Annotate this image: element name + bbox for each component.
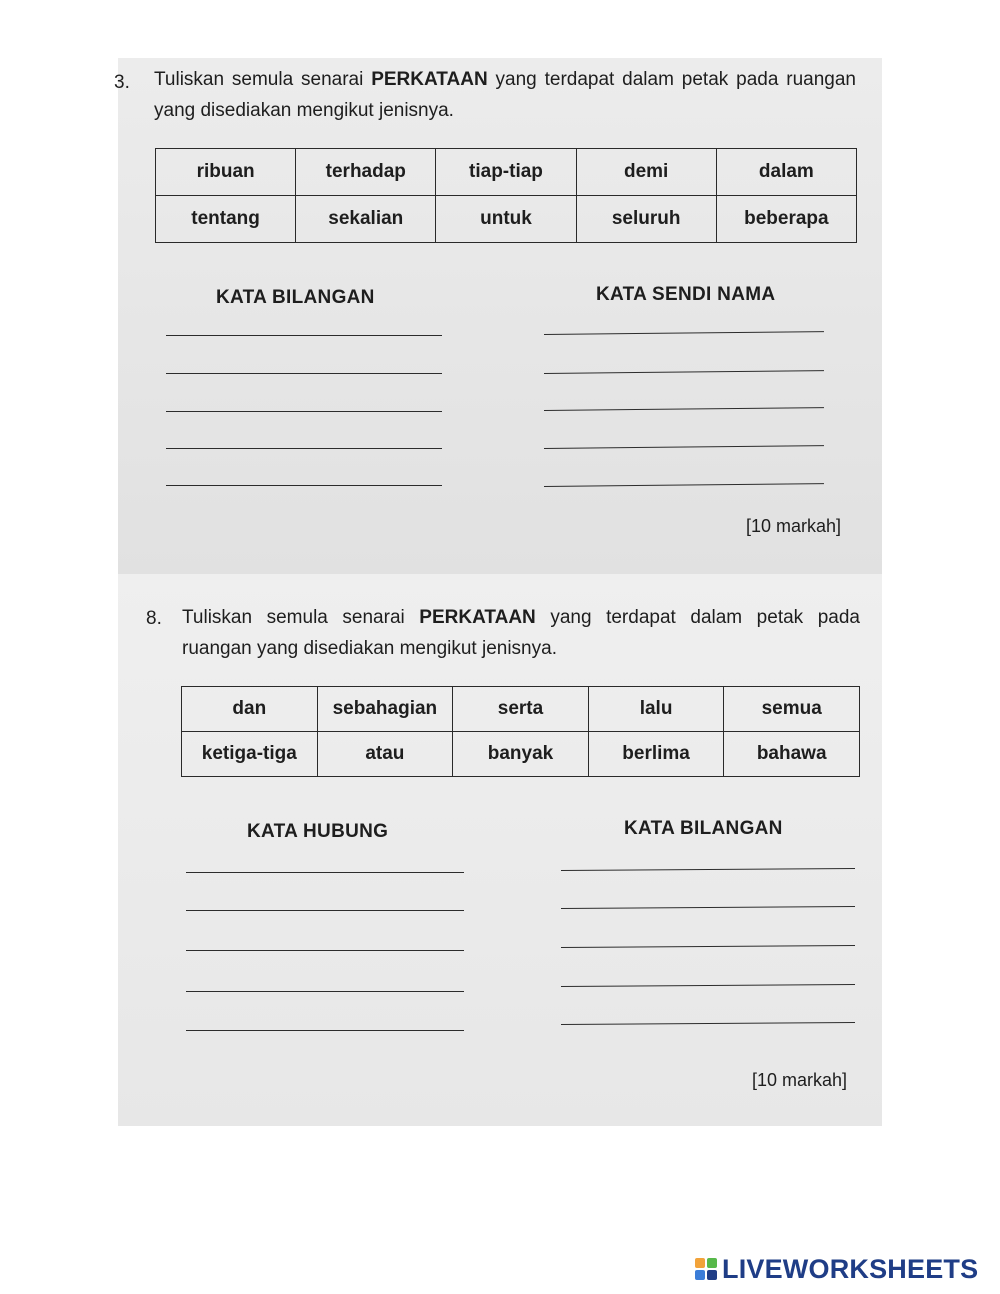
instruction-text: Tuliskan semula senarai [154,69,372,90]
word-cell: demi [576,149,716,196]
answer-line[interactable] [166,411,442,412]
word-cell: serta [453,687,589,732]
liveworksheets-logo [694,1254,978,1284]
worksheet-section-1 [114,58,882,574]
question-number: 8. [146,608,162,629]
word-cell: untuk [436,196,576,243]
answer-line[interactable] [186,910,464,911]
word-cell: bahawa [724,732,860,777]
answer-line[interactable] [544,370,824,374]
answer-line[interactable] [561,1022,855,1025]
question-number: 3. [114,72,130,93]
word-cell: atau [317,732,453,777]
word-cell: ribuan [156,149,296,196]
word-cell: seluruh [576,196,716,243]
question-instruction [182,602,860,664]
word-cell: berlima [588,732,724,777]
answer-line[interactable] [186,991,464,992]
marks-label: [10 markah] [752,1070,848,1090]
answer-line[interactable] [166,373,442,374]
instruction-bold-word: PERKATAAN [371,69,488,90]
word-cell: banyak [453,732,589,777]
word-cell: ketiga-tiga [182,732,318,777]
word-cell: beberapa [716,196,856,243]
word-cell: dan [182,687,318,732]
word-cell: sekalian [296,196,436,243]
answer-line[interactable] [561,868,855,871]
answer-line[interactable] [561,945,855,948]
right-column-heading: KATA BILANGAN [624,818,783,839]
word-table [155,148,857,243]
word-cell: dalam [716,149,856,196]
answer-line[interactable] [544,483,824,487]
answer-line[interactable] [166,485,442,486]
answer-line[interactable] [186,1030,464,1031]
right-column-heading: KATA SENDI NAMA [596,284,776,305]
word-table [181,686,860,777]
worksheet-section-2 [118,574,882,1126]
liveworksheets-icon [694,1257,718,1281]
question-instruction [154,64,856,126]
word-cell: sebahagian [317,687,453,732]
left-column-heading: KATA BILANGAN [216,287,375,308]
word-cell: lalu [588,687,724,732]
answer-line[interactable] [544,331,824,335]
answer-line[interactable] [166,448,442,449]
answer-line[interactable] [544,407,824,411]
left-column-heading: KATA HUBUNG [247,821,389,842]
instruction-text: yang terdapat dalam petak pada ruangan yang disediakan mengikut jenisnya. [154,69,856,121]
word-cell: tiap-tiap [436,149,576,196]
answer-line[interactable] [561,906,855,909]
answer-line[interactable] [186,872,464,873]
marks-label: [10 markah] [746,516,842,536]
answer-line[interactable] [186,950,464,951]
answer-line[interactable] [166,335,442,336]
instruction-bold-word: PERKATAAN [419,607,536,628]
word-cell: tentang [156,196,296,243]
word-cell: terhadap [296,149,436,196]
answer-line[interactable] [561,984,855,987]
instruction-text: yang terdapat dalam petak pada ruangan yang disediakan mengikut jenisnya. [182,607,860,659]
brand-name: LIVEWORKSHEETS [722,1253,979,1284]
instruction-text: Tuliskan semula senarai [182,607,420,628]
answer-line[interactable] [544,445,824,449]
word-cell: semua [724,687,860,732]
